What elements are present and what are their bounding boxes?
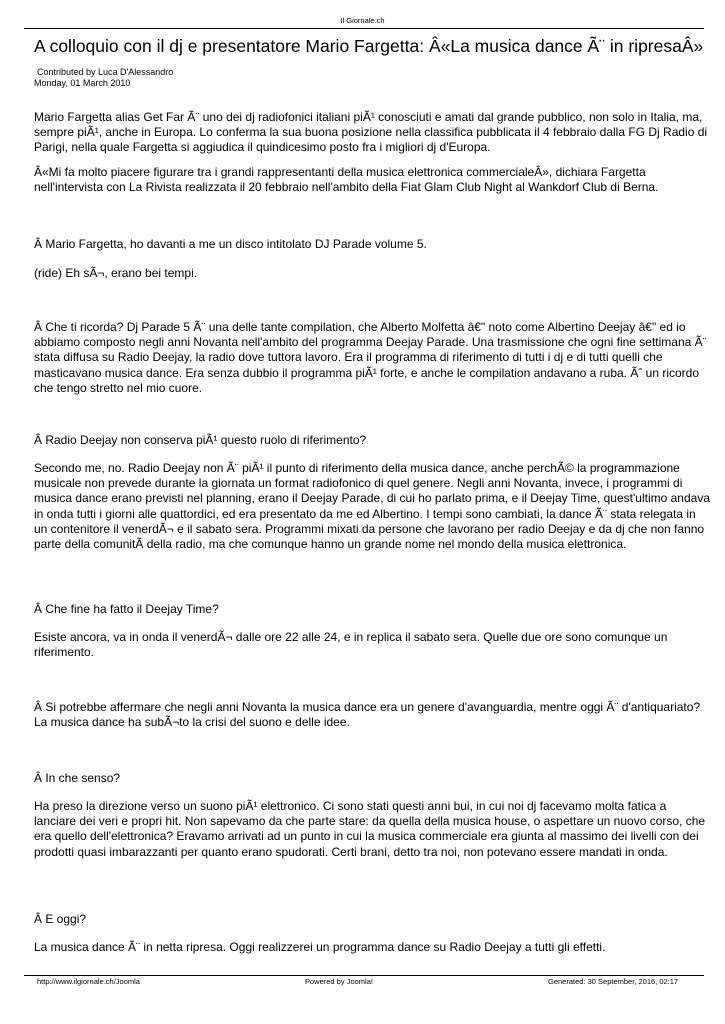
article-contributor: Contributed by Luca D'Alessandro — [37, 67, 174, 77]
interview-answer: Ha preso la direzione verso un suono piÃ¹ elettronico. Ci sono stati questi anni bui, in cui noi dj facevamo molta fatica a lanciare dei veri e propri hit. Non sapevamo da che parte stare: da quella della musica house, o aspettare un nuovo corso, che era quello dell'elettronica? Eravamo arrivati ad un punto in cui la musica commerciale era giunta al massimo dei livelli con dei prodotti quasi imbarazzanti per quanto erano spudorati. Certi brani, detto tra noi, non potevano essere mandati in onda. — [34, 799, 706, 859]
footer-generated: Generated: 30 September, 2016, 02:17 — [548, 977, 679, 986]
article-paragraph: Â«Mi fa molto piacere figurare tra i grandi rappresentanti della musica elettronica commercialeÂ», dichiara Fargetta nell'intervista con La Rivista realizzata il 20 febbraio nell'ambito della Fiat Glam Club Night al Wankdorf Club di Berna. — [34, 165, 659, 195]
header-divider — [24, 28, 704, 29]
interview-question: Â In che senso? — [34, 771, 121, 785]
interview-question: Â Si potrebbe affermare che negli anni Novanta la musica dance era un genere d'avanguardia, mentre oggi Ã¨ d'antiquariato? La musica dance ha subÃ¬to la crisi del suono e delle idee. — [34, 700, 701, 730]
footer-powered-by: Powered by Joomla! — [305, 977, 373, 986]
interview-answer: La musica dance Ã¨ in netta ripresa. Oggi realizzerei un programma dance su Radio Deejay a tutti gli effetti. — [34, 940, 606, 954]
interview-answer: Secondo me, no. Radio Deejay non Ã¨ piÃ¹ il punto di riferimento della musica dance, anche perchÃ© la programmazione musicale non prevede durante la giornata un format radiofonico di quel genere. Negli anni Novanta, invece, i programmi di musica dance erano previsti nel planning, erano il Deejay Parade, di cui ho parlato prima, e il Deejay Time, quest'ultimo andava in onda tutti i giorni alle quattordici, ed era presentato da me ed Albertino. I tempi sono cambiati, la dance Ã¨ stata relegata in un contenitore il venerdÃ¬ e il sabato sera. Programmi mixati da persone che lavorano per radio Deejay e da dj che non fanno parte della comunitÃ della radio, ma che comunque hanno un grande nome nel mondo della musica elettronica. — [34, 461, 710, 552]
interview-question: Â Che ti ricorda? Dj Parade 5 Ã¨ una delle tante compilation, che Alberto Molfetta â€" noto come Albertino Deejay â€" ed io abbiamo composto negli anni Novanta nell'ambito del programma Deejay Parade. Una trasmissione che ogni fine settimana Ã¨ stata diffusa su Radio Deejay, la radio dove tuttora lavoro. Era il programma di riferimento di tutti i dj e di tutti quelli che masticavano musica dance. Era senza dubbio il programma piÃ¹ forte, e anche le compilation andavano a ruba. Ãˆ un ricordo che tengo stretto nel mio cuore. — [34, 320, 707, 395]
interview-question: Â Che fine ha fatto il Deejay Time? — [34, 602, 219, 616]
article-paragraph: Mario Fargetta alias Get Far Ã¨ uno dei dj radiofonici italiani piÃ¹ conosciuti e amati dal grande pubblico, non solo in Italia, ma, sempre piÃ¹, anche in Europa. Lo conferma la sua buona posizione nella classifica pubblicata il 4 febbraio dalla FG Dj Radio di Parigi, nella quale Fargetta si aggiudica il quindicesimo posto fra i migliori dj d'Europa. — [34, 110, 708, 155]
footer-divider — [24, 975, 704, 976]
site-name: Il Giornale.ch — [340, 16, 385, 25]
footer-url: http://www.ilgiornale.ch/Joomla — [37, 977, 140, 986]
interview-answer: Esiste ancora, va in onda il venerdÃ¬ dalle ore 22 alle 24, e in replica il sabato sera. Quelle due ore sono comunque un riferimento. — [34, 630, 668, 660]
article-title: A colloquio con il dj e presentatore Mario Fargetta: Â«La musica dance Ã¨ in ripresaÂ» — [34, 36, 704, 56]
interview-question: Â Radio Deejay non conserva piÃ¹ questo ruolo di riferimento? — [34, 433, 367, 447]
article-date: Monday, 01 March 2010 — [34, 78, 131, 88]
interview-answer: (ride) Eh sÃ¬, erano bei tempi. — [34, 266, 198, 280]
interview-question: Â Mario Fargetta, ho davanti a me un disco intitolato DJ Parade volume 5. — [34, 237, 427, 251]
interview-question: Â E oggi? — [34, 912, 87, 926]
